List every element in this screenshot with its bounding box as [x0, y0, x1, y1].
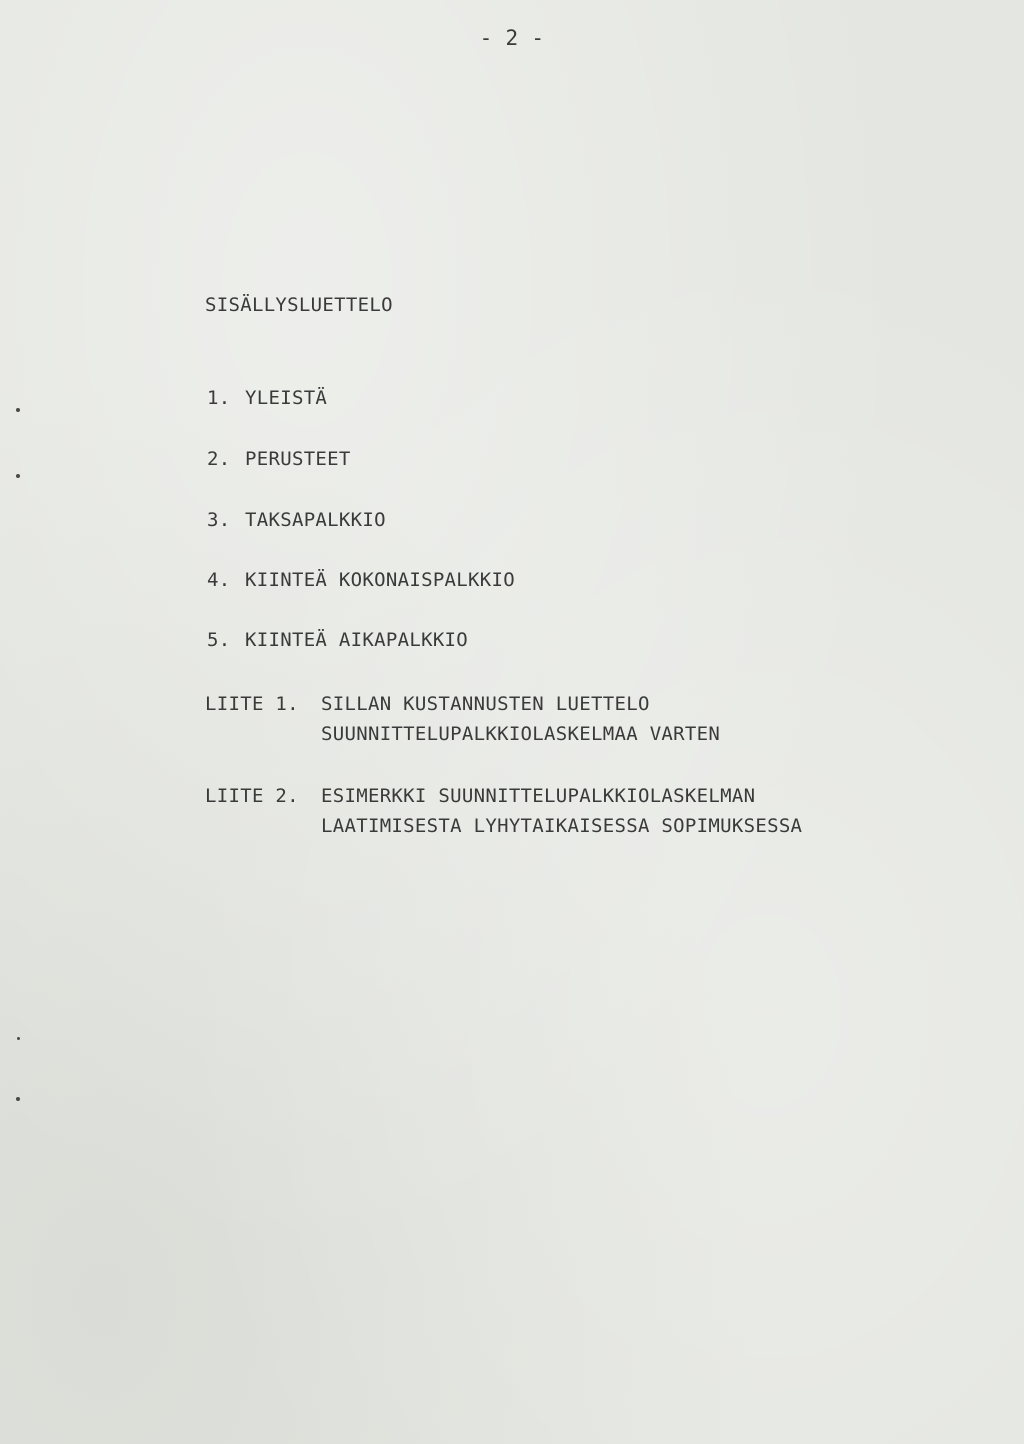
toc-item	[207, 448, 351, 470]
toc-item	[207, 387, 327, 409]
toc-item	[207, 569, 515, 591]
appendix-entry	[205, 781, 802, 841]
toc-item	[207, 509, 386, 531]
toc-item-number: 3.	[207, 509, 231, 531]
toc-item-label: TAKSAPALKKIO	[245, 509, 386, 531]
toc-item-number: 4.	[207, 569, 231, 591]
appendix-label: LIITE 2.	[205, 785, 299, 807]
appendix-text	[321, 689, 720, 749]
toc-item-label: PERUSTEET	[245, 448, 351, 470]
scan-speck	[17, 1037, 20, 1040]
toc-item-label: KIINTEÄ AIKAPALKKIO	[245, 629, 469, 651]
toc-item-label: YLEISTÄ	[245, 387, 328, 409]
appendix-text	[321, 781, 802, 841]
appendix-label: LIITE 1.	[205, 693, 299, 715]
toc-title: SISÄLLYSLUETTELO	[205, 294, 393, 316]
appendix-line: SILLAN KUSTANNUSTEN LUETTELO	[321, 693, 650, 715]
page-number: - 2 -	[479, 26, 545, 50]
scan-speck	[16, 408, 20, 412]
appendix-line: SUUNNITTELUPALKKIOLASKELMAA VARTEN	[321, 723, 721, 745]
appendix-line: ESIMERKKI SUUNNITTELUPALKKIOLASKELMAN	[321, 785, 756, 807]
toc-item-number: 1.	[207, 387, 231, 409]
scan-speck	[16, 1097, 20, 1101]
appendix-entry	[205, 689, 720, 749]
toc-item	[207, 629, 468, 651]
toc-item-number: 2.	[207, 448, 231, 470]
scan-speck	[16, 474, 20, 478]
appendix-line: LAATIMISESTA LYHYTAIKAISESSA SOPIMUKSESSA	[321, 815, 803, 837]
toc-item-number: 5.	[207, 629, 231, 651]
toc-item-label: KIINTEÄ KOKONAISPALKKIO	[245, 569, 515, 591]
